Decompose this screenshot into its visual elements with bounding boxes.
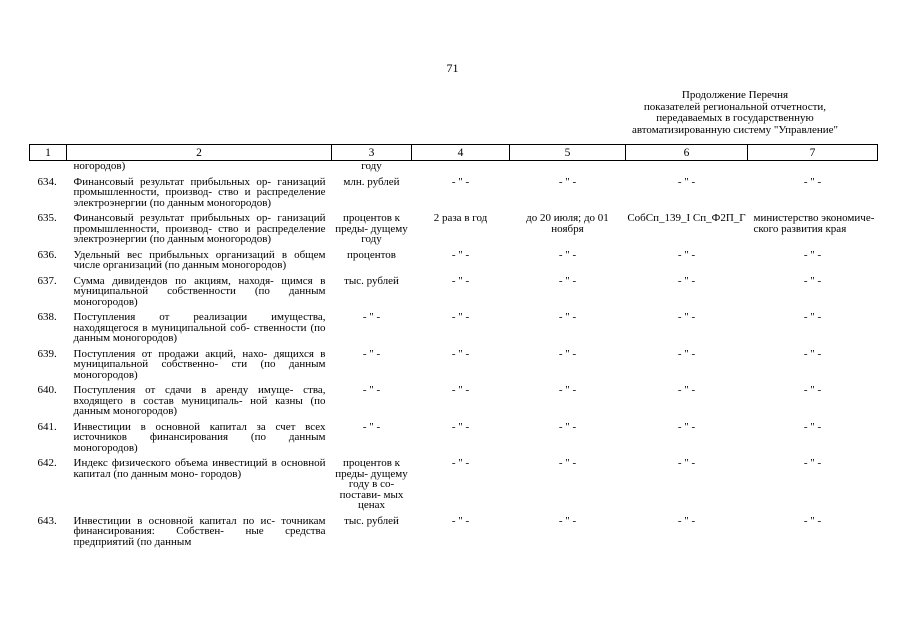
unit-of-measure: - " -: [362, 420, 381, 433]
deadline-cell: - " -: [558, 514, 577, 527]
responsible-body-cell: - " -: [803, 420, 822, 433]
row-number: 640.: [37, 384, 57, 396]
frequency-cell: - " -: [451, 514, 470, 527]
frequency-cell: - " -: [451, 384, 470, 396]
unit-of-measure: процентов к преды- дущему году: [335, 212, 408, 245]
indicator-name: Финансовый результат прибыльных ор- ганизаций промышленности, производ- ство и распределение электроэнергии (по данным моногородов): [73, 175, 326, 209]
table-row: [30, 312, 878, 349]
form-code-cell: - " -: [677, 175, 696, 188]
form-code-cell: - " -: [677, 514, 696, 527]
indicator-table: [29, 144, 878, 552]
responsible-body-cell: - " -: [803, 175, 822, 188]
row-number: 635.: [37, 212, 57, 224]
continuation-line: показателей региональной отчетности,: [643, 100, 827, 113]
form-code-cell: - " -: [677, 457, 696, 469]
row-number: 636.: [37, 248, 57, 261]
row-number: 639.: [37, 347, 57, 360]
deadline-cell: - " -: [558, 347, 577, 360]
continuation-line: передаваемых в государственную: [656, 112, 814, 124]
responsible-body-cell: министерство экономиче- ского развития края: [753, 212, 875, 235]
form-code-cell: - " -: [677, 311, 696, 323]
form-code-cell: - " -: [677, 274, 696, 287]
unit-of-measure: процентов: [347, 248, 396, 261]
deadline-cell: - " -: [558, 175, 577, 188]
row-number: 643.: [37, 514, 57, 527]
unit-of-measure: тыс. рублей: [344, 274, 399, 287]
unit-of-measure: процентов к преды- дущему году в со- постави- мых ценах: [335, 457, 408, 511]
deadline-cell: - " -: [558, 457, 577, 469]
column-header: 1: [30, 145, 67, 161]
frequency-cell: - " -: [451, 274, 470, 287]
row-number: 637.: [37, 274, 57, 287]
indicator-name: Поступления от реализации имущества, находящегося в муниципальной соб- ственности (по данным моногородов): [73, 311, 326, 344]
frequency-cell: - " -: [451, 457, 470, 469]
column-header: 2: [67, 145, 332, 161]
table-row: [30, 349, 878, 386]
deadline-cell: - " -: [558, 384, 577, 396]
form-code-cell: - " -: [677, 248, 696, 261]
indicator-name: ногородов): [73, 160, 126, 172]
responsible-body-cell: - " -: [803, 311, 822, 323]
responsible-body-cell: - " -: [803, 384, 822, 396]
page-number: 71: [446, 61, 459, 75]
indicator-name: Поступления от продажи акций, нахо- дящихся в муниципальной собственно- сти (по данным моногородов): [73, 347, 326, 381]
frequency-cell: 2 раза в год: [433, 212, 488, 224]
indicator-name: Инвестиции в основной капитал по ис- точникам финансирования: Собствен- ные средства предприятий (по данным: [73, 514, 326, 548]
column-header: 6: [626, 145, 748, 161]
deadline-cell: до 20 июля; до 01 ноября: [526, 212, 609, 235]
continuation-heading: [600, 90, 870, 136]
column-number-header-row: [30, 145, 878, 161]
table-row: [30, 276, 878, 313]
row-number: 638.: [37, 311, 57, 323]
indicator-name: Сумма дивидендов по акциям, находя- щимся в муниципальной собственности (по данным моногородов): [73, 274, 326, 308]
table-row: [30, 250, 878, 276]
column-header: 4: [412, 145, 510, 161]
responsible-body-cell: - " -: [803, 248, 822, 261]
indicator-name: Удельный вес прибыльных организаций в общем числе организаций (по данным моногородов): [73, 248, 326, 271]
indicator-name: Финансовый результат прибыльных ор- ганизаций промышленности, производ- ство и распределение электроэнергии (по данным моногородов): [73, 212, 326, 245]
unit-of-measure: млн. рублей: [343, 175, 400, 188]
deadline-cell: - " -: [558, 248, 577, 261]
responsible-body-cell: - " -: [803, 347, 822, 360]
form-code-cell: - " -: [677, 347, 696, 360]
table-row: [30, 516, 878, 553]
unit-of-measure: году: [361, 160, 382, 172]
continuation-line: автоматизированную систему "Управление": [631, 123, 839, 136]
indicator-name: Инвестиции в основной капитал за счет всех источников финансирования (по данным моногородов): [73, 420, 326, 454]
responsible-body-cell: - " -: [803, 457, 822, 469]
table-cell: [412, 161, 510, 177]
column-header: 7: [748, 145, 878, 161]
row-number: 642.: [37, 457, 57, 469]
form-code-cell: СобСп_139_I Сп_Ф2П_Г: [627, 212, 746, 224]
continuation-line: Продолжение Перечня: [681, 89, 789, 101]
responsible-body-cell: - " -: [803, 514, 822, 527]
column-header: 3: [332, 145, 412, 161]
frequency-cell: - " -: [451, 420, 470, 433]
frequency-cell: - " -: [451, 347, 470, 360]
frequency-cell: - " -: [451, 248, 470, 261]
row-number: [30, 161, 67, 177]
row-number: 641.: [37, 420, 57, 433]
table-cell: [626, 161, 748, 177]
deadline-cell: - " -: [558, 311, 577, 323]
unit-of-measure: тыс. рублей: [344, 514, 399, 527]
deadline-cell: - " -: [558, 274, 577, 287]
row-number: 634.: [37, 175, 57, 188]
indicator-name: Индекс физического объема инвестиций в основной капитал (по данным моно- городов): [73, 457, 326, 480]
form-code-cell: - " -: [677, 420, 696, 433]
indicator-name: Поступления от сдачи в аренду имуще- ства, входящего в состав муниципаль- ной казны (по данным моногородов): [73, 384, 326, 417]
table-row: [30, 385, 878, 422]
table-row: [30, 458, 878, 516]
table-row: [30, 177, 878, 214]
unit-of-measure: - " -: [362, 347, 381, 360]
unit-of-measure: - " -: [362, 384, 381, 396]
table-cell: [510, 161, 626, 177]
deadline-cell: - " -: [558, 420, 577, 433]
frequency-cell: - " -: [451, 311, 470, 323]
table-cell: [748, 161, 878, 177]
unit-of-measure: - " -: [362, 311, 381, 323]
table-row: [30, 422, 878, 459]
form-code-cell: - " -: [677, 384, 696, 396]
carry-over-row: [30, 161, 878, 177]
frequency-cell: - " -: [451, 175, 470, 188]
responsible-body-cell: - " -: [803, 274, 822, 287]
table-row: [30, 213, 878, 250]
column-header: 5: [510, 145, 626, 161]
